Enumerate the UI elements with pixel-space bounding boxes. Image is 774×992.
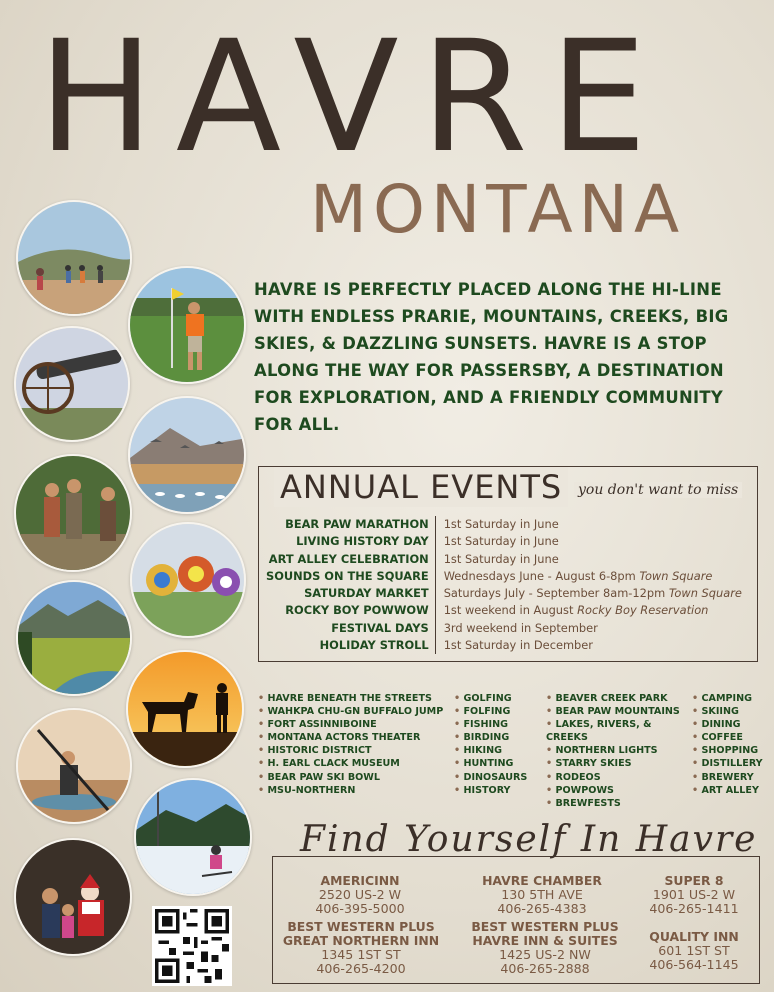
photo-living-history-reenactors — [14, 454, 132, 572]
event-name: HOLIDAY STROLL — [319, 638, 429, 653]
lodging-phone: 406-395-5000 — [315, 901, 405, 916]
event-schedule: Saturdays July - September 8am-12pm Town Square — [435, 585, 752, 602]
list-item: • H. EARL CLACK MUSEUM — [258, 757, 454, 770]
event-schedule: 1st Saturday in June — [435, 551, 752, 568]
event-name: SATURDAY MARKET — [304, 586, 429, 601]
event-row — [266, 533, 752, 550]
list-item: • HUNTING — [454, 757, 542, 770]
event-schedule: 1st Saturday in June — [435, 516, 752, 533]
event-location: Town Square — [639, 568, 713, 583]
event-name: LIVING HISTORY DAY — [296, 534, 429, 549]
lodging-name-line2: HAVRE INN & SUITES — [472, 933, 618, 948]
page-subtitle: MONTANA — [310, 171, 686, 248]
photo-birds-on-wetland — [128, 396, 246, 514]
lodging-entry — [282, 874, 438, 916]
lodging-address: 601 1ST ST — [658, 943, 730, 958]
photo-prairie-valley — [16, 580, 132, 696]
list-item: • LAKES, RIVERS, & CREEKS — [546, 718, 692, 744]
lodging-address: 130 5TH AVE — [501, 887, 583, 902]
event-row — [266, 620, 752, 637]
photo-skier — [134, 778, 252, 896]
list-item: • BREWFESTS — [546, 797, 692, 810]
lodging-name: BEST WESTERN PLUS — [287, 919, 435, 934]
list-item: • SKIING — [692, 705, 772, 718]
list-item: • BEAR PAW SKI BOWL — [258, 771, 454, 784]
photo-cannon — [14, 326, 130, 442]
list-item: • HISTORY — [454, 784, 542, 797]
lodging-phone: 406-564-1145 — [649, 957, 739, 972]
lodging-address: 1345 1ST ST — [321, 947, 401, 962]
list-item: • BREWERY — [692, 771, 772, 784]
list-item: • MONTANA ACTORS THEATER — [258, 731, 454, 744]
lodging-entry — [636, 874, 752, 916]
event-row — [266, 551, 752, 568]
list-item: • POWPOWS — [546, 784, 692, 797]
event-name: SOUNDS ON THE SQUARE — [266, 568, 429, 583]
list-item: • STARRY SKIES — [546, 757, 692, 770]
photo-golfer — [128, 266, 246, 384]
list-item: • FISHING — [454, 718, 542, 731]
list-item: • HIKING — [454, 744, 542, 757]
events-tagline: you don't want to miss — [574, 482, 742, 498]
event-row — [266, 568, 752, 585]
list-item: • NORTHERN LIGHTS — [546, 744, 692, 757]
list-item: • HAVRE BENEATH THE STREETS — [258, 692, 454, 705]
events-list — [266, 516, 752, 654]
event-row — [266, 516, 752, 533]
lodging-name: QUALITY INN — [649, 929, 739, 944]
photo-horse-sunset — [126, 650, 244, 768]
event-schedule: 3rd weekend in September — [435, 620, 752, 637]
photo-holiday-santa — [14, 838, 132, 956]
lodging-entry — [460, 920, 630, 976]
lodging-phone: 406-265-4383 — [497, 901, 587, 916]
intro-paragraph: HAVRE IS PERFECTLY PLACED ALONG THE HI-LINE WITH ENDLESS PRARIE, MOUNTAINS, CREEKS, BIG SKIES, & DAZZLING SUNSETS. HAVRE IS A STOP ALONG THE WAY FOR PASSERSBY, A DESTINATION FOR EXPLORATION, AND A FRIENDLY COMMUNITY FOR ALL. — [254, 280, 729, 434]
event-location: Town Square — [668, 586, 742, 601]
lodging-name: BEST WESTERN PLUS — [471, 919, 619, 934]
lodging-phone: 406-265-4200 — [316, 961, 406, 976]
lodging-phone: 406-265-1411 — [649, 901, 739, 916]
event-name: FESTIVAL DAYS — [331, 620, 429, 635]
list-item: • BEAR PAW MOUNTAINS — [546, 705, 692, 718]
photo-marathon-runners — [16, 200, 132, 316]
lodging-name: SUPER 8 — [664, 873, 724, 888]
activities-list-recreation — [454, 692, 542, 797]
list-item: • ART ALLEY — [692, 784, 772, 797]
event-location: Rocky Boy Reservation — [577, 603, 709, 618]
events-heading: ANNUAL EVENTS — [274, 467, 568, 507]
activities-list-attractions — [258, 692, 454, 797]
lodging-entry — [276, 920, 446, 976]
list-item: • DINING — [692, 718, 772, 731]
event-name: ART ALLEY CELEBRATION — [268, 551, 429, 566]
event-schedule: 1st Saturday in June — [435, 533, 752, 550]
list-item: • MSU-NORTHERN — [258, 784, 454, 797]
activities-list-outdoors — [546, 692, 692, 810]
lodging-address: 1425 US-2 NW — [499, 947, 591, 962]
list-item: • CAMPING — [692, 692, 772, 705]
event-row — [266, 585, 752, 602]
lodging-entry — [462, 874, 622, 916]
event-schedule: Wednesdays June - August 6-8pm Town Square — [435, 568, 752, 585]
event-schedule: 1st Saturday in December — [435, 637, 752, 654]
event-name: ROCKY BOY POWWOW — [285, 603, 429, 618]
lodging-address: 1901 US-2 W — [652, 887, 736, 902]
list-item: • GOLFING — [454, 692, 542, 705]
lodging-name-line2: GREAT NORTHERN INN — [282, 933, 440, 948]
list-item: • HISTORIC DISTRICT — [258, 744, 454, 757]
list-item: • RODEOS — [546, 771, 692, 784]
event-schedule: 1st weekend in August Rocky Boy Reservation — [435, 602, 752, 619]
activities-list-amenities — [692, 692, 772, 797]
event-row — [266, 637, 752, 654]
list-item: • FOLFING — [454, 705, 542, 718]
list-item: • SHOPPING — [692, 744, 772, 757]
lodging-address: 2520 US-2 W — [318, 887, 402, 902]
list-item: • DINOSAURS — [454, 771, 542, 784]
photo-kayaker — [16, 708, 132, 824]
lodging-name: HAVRE CHAMBER — [482, 873, 602, 888]
list-item: • BEAVER CREEK PARK — [546, 692, 692, 705]
list-item: • DISTILLERY — [692, 757, 772, 770]
lodging-phone: 406-265-2888 — [500, 961, 590, 976]
photo-powwow-dancers — [130, 522, 246, 638]
lodging-entry — [636, 930, 752, 972]
event-name: BEAR PAW MARATHON — [285, 517, 429, 531]
list-item: • COFFEE — [692, 731, 772, 744]
list-item: • FORT ASSINNIBOINE — [258, 718, 454, 731]
list-item: • WAHKPA CHU-GN BUFFALO JUMP — [258, 705, 454, 718]
page-title: HAVRE — [38, 8, 669, 187]
lodging-name: AMERICINN — [320, 873, 400, 888]
list-item: • BIRDING — [454, 731, 542, 744]
find-heading: Find Yourself In Havre — [300, 819, 758, 860]
event-row — [266, 602, 752, 619]
qr-code[interactable] — [152, 906, 232, 986]
